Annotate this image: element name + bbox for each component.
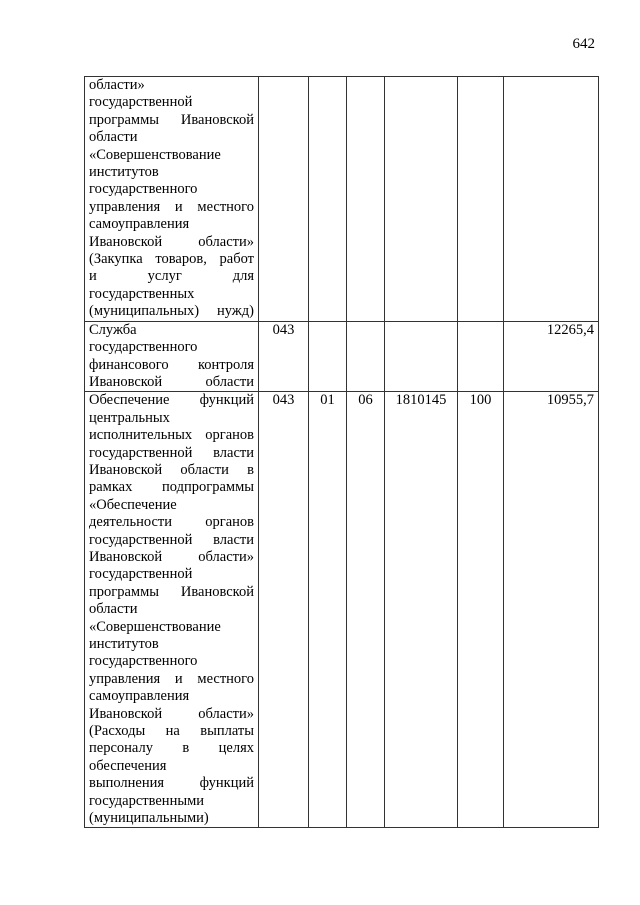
expense-name-line: деятельности органов bbox=[89, 514, 254, 531]
expense-name-line: финансового контроля bbox=[89, 356, 254, 373]
expense-name-line: государственного bbox=[89, 653, 198, 670]
ministry-code-cell: 043 bbox=[259, 392, 309, 828]
expense-name-line: государственного bbox=[89, 339, 198, 356]
section-cell bbox=[309, 77, 347, 322]
expense-name-line: Ивановской области» bbox=[89, 233, 254, 250]
expense-name-line: Ивановской области bbox=[89, 373, 254, 390]
expense-name-line: управления и местного bbox=[89, 670, 254, 687]
expense-name-line: персоналу в целях bbox=[89, 740, 254, 757]
target-article-cell bbox=[385, 77, 458, 322]
expense-name-line: государственного bbox=[89, 181, 198, 198]
expense-name-line: государственной власти bbox=[89, 531, 254, 548]
expense-name-line: государственной bbox=[89, 566, 193, 583]
expense-name-line: государственной власти bbox=[89, 444, 254, 461]
subsection-cell bbox=[347, 321, 385, 392]
sum-cell: 12265,4 bbox=[504, 321, 599, 392]
expense-name-cell bbox=[85, 77, 259, 322]
expense-name-line: институтов bbox=[89, 636, 159, 652]
table-row bbox=[85, 321, 599, 392]
table-row bbox=[85, 77, 599, 322]
expense-name-line: (муниципальными) bbox=[89, 810, 209, 827]
expense-name-line: и услуг для bbox=[89, 268, 254, 285]
expense-name-line: исполнительных органов bbox=[89, 427, 254, 444]
expense-name-line: Ивановской области в bbox=[89, 461, 254, 478]
expense-name-line: институтов bbox=[89, 164, 159, 181]
expense-type-cell bbox=[458, 321, 504, 392]
sum-cell bbox=[504, 77, 599, 322]
section-cell bbox=[309, 321, 347, 392]
expense-name-line: программы Ивановской bbox=[89, 583, 254, 600]
expense-name-line: (Закупка товаров, работ bbox=[89, 251, 254, 268]
expense-name-line: самоуправления bbox=[89, 688, 190, 705]
expense-name-line: рамках подпрограммы bbox=[89, 479, 254, 496]
ministry-code-cell bbox=[259, 77, 309, 322]
expense-name-line: «Обеспечение bbox=[89, 496, 177, 513]
expense-name-line: государственных bbox=[89, 285, 195, 302]
expense-name-line: Ивановской области» bbox=[89, 705, 254, 722]
expense-name-line: Обеспечение функций bbox=[89, 392, 254, 409]
expense-name-line: самоуправления bbox=[89, 216, 190, 233]
expense-name-line: центральных bbox=[89, 409, 170, 426]
expense-name-line: (Расходы на выплаты bbox=[89, 723, 254, 740]
expense-type-cell: 100 bbox=[458, 392, 504, 828]
ministry-code-cell: 043 bbox=[259, 321, 309, 392]
subsection-cell bbox=[347, 77, 385, 322]
expense-name-line: «Совершенствование bbox=[89, 618, 221, 635]
section-cell: 01 bbox=[309, 392, 347, 828]
expense-name-line: области bbox=[89, 601, 138, 618]
expense-name-line: управления и местного bbox=[89, 198, 254, 215]
expense-name-line: государственными bbox=[89, 792, 205, 809]
expense-type-cell bbox=[458, 77, 504, 322]
subsection-cell: 06 bbox=[347, 392, 385, 828]
budget-table bbox=[84, 76, 599, 828]
expense-name-line: Ивановской области» bbox=[89, 548, 254, 565]
expense-name-line: (муниципальных) нужд) bbox=[89, 303, 254, 320]
page-number: 642 bbox=[572, 36, 595, 52]
expense-name-line: обеспечения bbox=[89, 757, 167, 774]
sum-cell: 10955,7 bbox=[504, 392, 599, 828]
expense-name-line: области» bbox=[89, 77, 145, 93]
expense-name-line: Служба bbox=[89, 321, 137, 338]
budget-table-body bbox=[85, 77, 599, 828]
expense-name-line: государственной bbox=[89, 94, 193, 111]
expense-name-line: выполнения функций bbox=[89, 775, 254, 792]
expense-name-cell bbox=[85, 392, 259, 828]
target-article-cell: 1810145 bbox=[385, 392, 458, 828]
expense-name-line: «Совершенствование bbox=[89, 146, 221, 163]
table-row bbox=[85, 392, 599, 828]
target-article-cell bbox=[385, 321, 458, 392]
expense-name-cell bbox=[85, 321, 259, 392]
expense-name-line: программы Ивановской bbox=[89, 111, 254, 128]
expense-name-line: области bbox=[89, 129, 138, 146]
